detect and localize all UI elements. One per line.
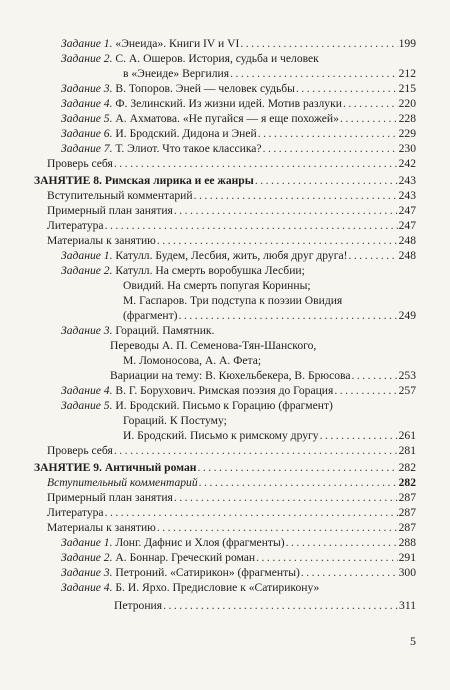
task-number: Задание 1.	[61, 249, 113, 262]
dot-leader	[296, 81, 398, 96]
entry-title: в «Энеиде» Вергилия	[123, 67, 230, 80]
page-number: 247	[398, 219, 416, 232]
dot-leader	[105, 218, 398, 233]
page-number: 199	[398, 37, 416, 50]
page-number: 253	[398, 369, 416, 382]
dot-leader	[114, 156, 398, 171]
task-number: Задание 3.	[61, 566, 113, 579]
entry-title: Овидий. На смерть попугая Коринны;	[123, 279, 311, 292]
dot-leader	[255, 173, 398, 188]
toc-entry-continuation[interactable]	[0, 278, 450, 293]
task-number: Задание 5.	[61, 112, 113, 125]
task-number: Задание 4.	[61, 581, 113, 594]
toc-entry[interactable]	[0, 490, 450, 505]
dot-leader	[301, 565, 398, 580]
toc-entry[interactable]	[0, 111, 450, 126]
entry-title: Литература	[47, 219, 104, 232]
toc-entry[interactable]	[0, 383, 450, 398]
task-number: Задание 6.	[61, 127, 113, 140]
dot-leader	[199, 475, 398, 490]
dot-leader	[320, 428, 398, 443]
toc-entry[interactable]	[0, 188, 450, 203]
entry-title: И. Бродский. Письмо к Горацию (фрагмент)	[112, 399, 333, 412]
entry-title: А. Боннар. Греческий роман	[112, 551, 256, 564]
task-number: Задание 1.	[61, 536, 113, 549]
dot-leader	[258, 126, 398, 141]
toc-entry[interactable]	[0, 233, 450, 248]
dot-leader	[286, 535, 398, 550]
task-number: Задание 7.	[61, 142, 113, 155]
dot-leader	[194, 188, 398, 203]
entry-title: Гораций. К Постуму;	[123, 414, 227, 427]
dot-leader	[240, 36, 397, 51]
toc-section[interactable]	[0, 460, 450, 475]
page-number: 242	[398, 157, 416, 170]
entry-title: Материалы к занятию	[47, 521, 156, 534]
toc-entry[interactable]	[0, 156, 450, 171]
dot-leader	[157, 520, 398, 535]
entry-title: Проверь себя	[47, 444, 113, 457]
dot-leader	[163, 598, 398, 613]
toc-entry-continuation[interactable]	[0, 293, 450, 308]
toc-entry[interactable]	[0, 81, 450, 96]
toc-entry-continuation[interactable]	[0, 353, 450, 368]
entry-title: С. А. Ошеров. История, судьба и человек	[112, 52, 319, 65]
task-number: Задание 3.	[61, 82, 113, 95]
entry-title: Литература	[47, 506, 104, 519]
page-number: 248	[398, 234, 416, 247]
page-number: 212	[398, 67, 416, 80]
page-number: 288	[398, 536, 416, 549]
table-of-contents	[0, 36, 450, 613]
toc-entry[interactable]	[0, 443, 450, 458]
entry-title: Ф. Зелинский. Из жизни идей. Мотив разлуки	[112, 97, 342, 110]
entry-title: Катулл. На смерть воробушка Лесбии;	[112, 264, 305, 277]
dot-leader	[334, 383, 397, 398]
page-number: 287	[398, 491, 416, 504]
entry-title: Проверь себя	[47, 157, 113, 170]
page-number: 287	[398, 521, 416, 534]
entry-title: (фрагмент)	[123, 309, 178, 322]
page-number: 249	[398, 309, 416, 322]
page-number: 257	[398, 384, 416, 397]
page-number: 215	[398, 82, 416, 95]
task-number: Задание 1.	[61, 37, 113, 50]
toc-entry-continuation[interactable]	[0, 428, 450, 443]
toc-entry[interactable]	[0, 248, 450, 263]
page-number: 230	[398, 142, 416, 155]
page-number: 287	[398, 506, 416, 519]
dot-leader	[157, 233, 398, 248]
toc-entry[interactable]	[0, 475, 450, 490]
dot-leader	[114, 443, 398, 458]
dot-leader	[263, 141, 398, 156]
entry-title: Петроний. «Сатирикон» (фрагменты)	[112, 566, 300, 579]
toc-entry-continuation[interactable]	[0, 308, 450, 323]
entry-title: Примерный план занятия	[47, 491, 173, 504]
section-number: ЗАНЯТИЕ 9.	[34, 461, 102, 474]
page-number: 300	[398, 566, 416, 579]
toc-entry[interactable]	[0, 36, 450, 51]
toc-entry-continuation[interactable]	[0, 413, 450, 428]
page-number: 243	[398, 174, 416, 187]
entry-title: Петрония	[114, 599, 163, 612]
toc-entry-continuation[interactable]	[0, 66, 450, 81]
page-number: 220	[398, 97, 416, 110]
page-number: 282	[398, 476, 416, 489]
section-title: Римская лирика и ее жанры	[101, 174, 254, 187]
toc-entry[interactable]	[0, 398, 450, 413]
entry-title: Переводы А. П. Семенова-Тян-Шанского,	[110, 339, 317, 352]
page-number: 311	[399, 599, 416, 612]
task-number: Задание 2.	[61, 52, 113, 65]
page-number: 248	[398, 249, 416, 262]
dot-leader	[105, 505, 398, 520]
toc-section[interactable]	[0, 173, 450, 188]
entry-title: Вступительный комментарий	[47, 476, 198, 489]
entry-title: В. Г. Борухович. Римская поэзия до Горация	[112, 384, 334, 397]
dot-leader	[230, 66, 398, 81]
entry-title: А. Ахматова. «Не пугайся — я еще похожей»	[112, 112, 339, 125]
toc-entry[interactable]	[0, 51, 450, 66]
page-number: 243	[398, 189, 416, 202]
toc-entry[interactable]	[0, 535, 450, 550]
task-number: Задание 4.	[61, 97, 113, 110]
task-number: Задание 2.	[61, 551, 113, 564]
entry-title: Лонг. Дафнис и Хлоя (фрагменты)	[112, 536, 285, 549]
section-title: Античный роман	[101, 461, 197, 474]
task-number: Задание 2.	[61, 264, 113, 277]
toc-entry[interactable]	[0, 565, 450, 580]
page-number: 291	[398, 551, 416, 564]
entry-title: Вступительный комментарий	[47, 189, 193, 202]
entry-title: В. Топоров. Эней — человек судьбы	[112, 82, 295, 95]
toc-entry[interactable]	[0, 96, 450, 111]
toc-entry[interactable]	[0, 520, 450, 535]
entry-title: Материалы к занятию	[47, 234, 156, 247]
entry-title: М. Гаспаров. Три подступа к поэзии Овидия	[123, 294, 343, 307]
entry-title: Б. И. Ярхо. Предисловие к «Сатирикону»	[112, 581, 320, 594]
task-number: Задание 4.	[61, 384, 113, 397]
toc-entry[interactable]	[0, 126, 450, 141]
toc-entry-continuation[interactable]	[0, 368, 450, 383]
section-number: ЗАНЯТИЕ 8.	[34, 174, 102, 187]
dot-leader	[174, 490, 398, 505]
dot-leader	[179, 308, 398, 323]
toc-entry[interactable]	[0, 323, 450, 338]
entry-title: И. Бродский. Дидона и Эней	[112, 127, 257, 140]
toc-entry[interactable]	[0, 203, 450, 218]
entry-title: Примерный план занятия	[47, 204, 173, 217]
page-number: 281	[398, 444, 416, 457]
page-number: 247	[398, 204, 416, 217]
entry-title: Гораций. Памятник.	[112, 324, 215, 337]
toc-entry-continuation[interactable]	[0, 338, 450, 353]
toc-entry[interactable]	[0, 580, 450, 595]
entry-title: И. Бродский. Письмо к римскому другу	[123, 429, 319, 442]
toc-entry[interactable]	[0, 218, 450, 233]
page-folio-number: 5	[410, 634, 416, 648]
toc-entry[interactable]	[0, 550, 450, 565]
task-number: Задание 3.	[61, 324, 113, 337]
toc-entry[interactable]	[0, 141, 450, 156]
dot-leader	[340, 111, 398, 126]
entry-title: Т. Элиот. Что такое классика?	[112, 142, 262, 155]
entry-title: «Энеида». Книги IV и VI	[112, 37, 240, 50]
toc-entry[interactable]	[0, 263, 450, 278]
page-number: 229	[398, 127, 416, 140]
entry-title: Катулл. Будем, Лесбия, жить, любя друг друга!	[112, 249, 348, 262]
entry-title: Вариации на тему: В. Кюхельбекера, В. Брюсова	[110, 369, 351, 382]
dot-leader	[174, 203, 398, 218]
page-number: 282	[398, 461, 416, 474]
dot-leader	[197, 460, 397, 475]
task-number: Задание 5.	[61, 399, 113, 412]
dot-leader	[351, 368, 397, 383]
dot-leader	[343, 96, 398, 111]
toc-entry[interactable]	[0, 505, 450, 520]
entry-title: М. Ломоносова, А. А. Фета;	[123, 354, 262, 367]
dot-leader	[349, 248, 398, 263]
toc-entry-continuation[interactable]	[0, 598, 450, 613]
page-number: 228	[398, 112, 416, 125]
dot-leader	[256, 550, 397, 565]
page-number: 261	[398, 429, 416, 442]
